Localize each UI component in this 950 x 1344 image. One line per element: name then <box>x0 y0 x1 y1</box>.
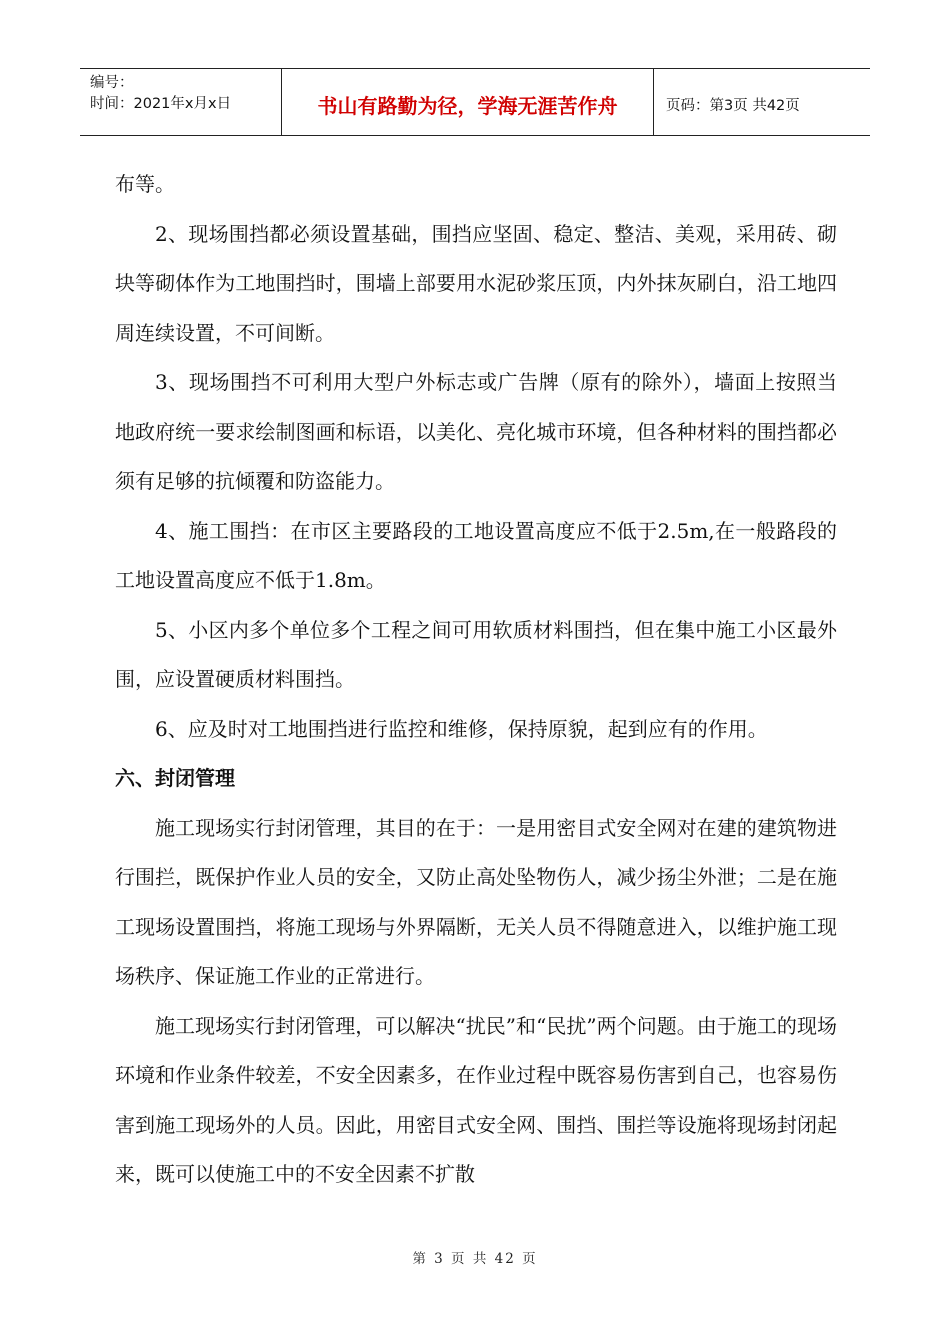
paragraph-item-3: 3、现场围挡不可利用大型户外标志或广告牌（原有的除外），墙面上按照当地政府统一要求绘制图画和标语，以美化、亮化城市环境，但各种材料的围挡都必须有足够的抗倾覆和防盗能力。 <box>115 370 837 493</box>
page-header <box>80 68 870 136</box>
paragraph-continued: 布等。 <box>115 172 175 196</box>
paragraph-item-6: 6、应及时对工地围挡进行监控和维修，保持原貌，起到应有的作用。 <box>155 716 768 741</box>
paragraph-item-5: 5、小区内多个单位多个工程之间可用软质材料围挡，但在集中施工小区最外围，应设置硬质材料围挡。 <box>115 617 837 691</box>
document-number-label: 编号： <box>90 75 134 91</box>
document-body <box>115 160 837 1200</box>
paragraph-item-2: 2、现场围挡都必须设置基础，围挡应坚固、稳定、整洁、美观，采用砖、砌块等砌体作为工地围挡时，围墙上部要用水泥砂浆压顶，内外抹灰刷白，沿工地四周连续设置，不可间断。 <box>115 221 837 345</box>
paragraph-item-4: 4、施工围挡：在市区主要路段的工地设置高度应不低于2.5m,在一般路段的工地设置高度应不低于1.8m。 <box>115 518 837 592</box>
document-time-label: 时间：2021年x月x日 <box>90 96 232 112</box>
page-footer: 第 3 页 共 42 页 <box>412 1251 538 1267</box>
header-page-info: 页码：第3页 共42页 <box>666 97 800 114</box>
paragraph-closed-management: 施工现场实行封闭管理，其目的在于：一是用密目式安全网对在建的建筑物进行围拦，既保护作业人员的安全，又防止高处坠物伤人，减少扬尘外泄；二是在施工现场设置围挡，将施工现场与外界隔断，无关人员不得随意进入，以维护施工现场秩序、保证施工作业的正常进行。 <box>115 815 837 988</box>
header-motto: 书山有路勤为径，学海无涯苦作舟 <box>282 69 654 135</box>
paragraph-closed-management-benefits: 施工现场实行封闭管理，可以解决“扰民”和“民扰”两个问题。由于施工的现场环境和作业条件较差，不安全因素多，在作业过程中既容易伤害到自己，也容易伤害到施工现场外的人员。因此，用密目式安全网、围挡、围拦等设施将现场封闭起来，既可以使施工中的不安全因素不扩散 <box>115 1013 837 1186</box>
section-heading: 六、封闭管理 <box>115 766 235 790</box>
header-meta <box>80 69 282 135</box>
